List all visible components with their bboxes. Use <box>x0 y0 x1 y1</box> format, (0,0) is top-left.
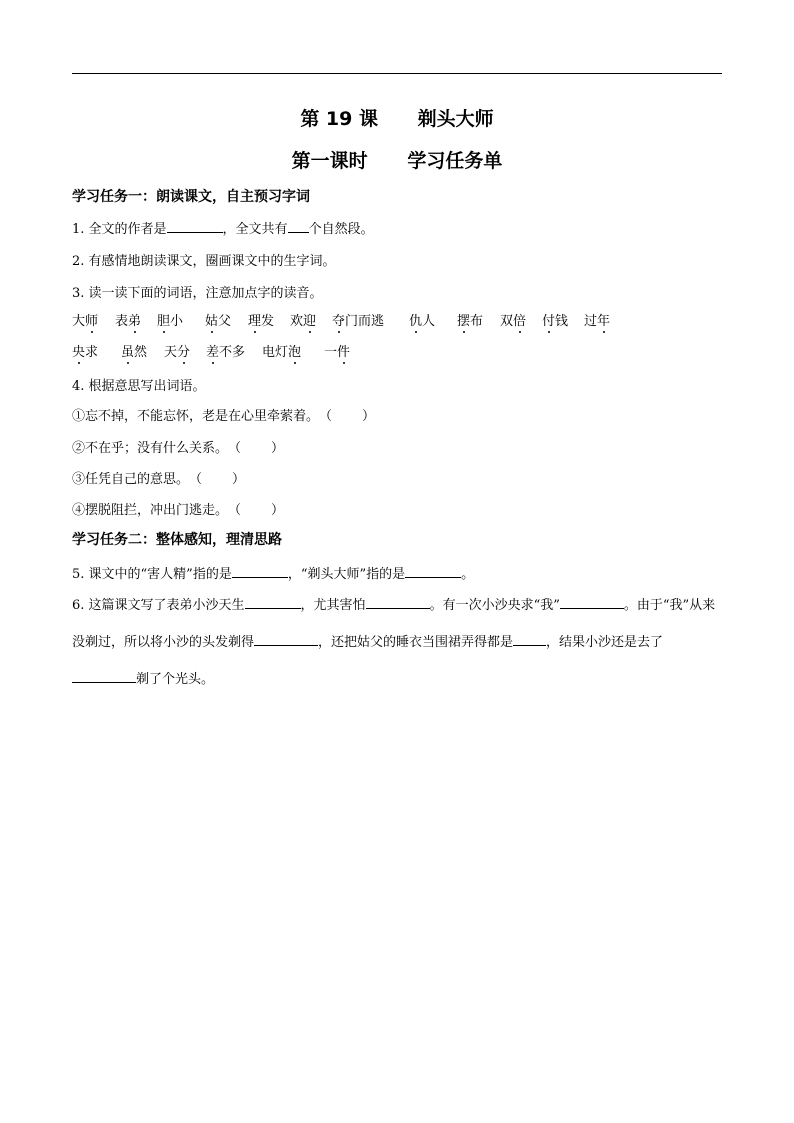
word-item: 摆布 <box>457 314 484 329</box>
harm-person-blank[interactable] <box>232 564 288 578</box>
word-item: 夺门而逃 <box>332 314 385 329</box>
paragraph-count-blank[interactable] <box>288 219 309 233</box>
word-item: 姑父 <box>205 314 232 329</box>
question-3: 3. 读一读下面的词语，注意加点字的读音。 <box>72 286 323 301</box>
word-item: 大师 <box>72 314 99 329</box>
task2-heading: 学习任务二：整体感知，理清思路 <box>72 532 282 548</box>
task1-heading: 学习任务一：朗读课文，自主预习字词 <box>72 189 310 205</box>
q4-item-2: ②不在乎；没有什么关系。（ ） <box>72 437 284 456</box>
word-item: 天分 <box>164 345 191 360</box>
word-item: 理发 <box>248 314 275 329</box>
word-item: 一件 <box>324 345 351 360</box>
word-item: 表弟 <box>115 314 142 329</box>
word-item: 付钱 <box>542 314 569 329</box>
word-item: 双倍 <box>500 314 527 329</box>
word-item: 仇人 <box>409 314 436 329</box>
question-5: 5. 课文中的“害人精”指的是 ，“剃头大师”指的是 。 <box>72 563 474 582</box>
answer-paren[interactable]: （ ） <box>319 409 376 424</box>
q4-item-3: ③任凭自己的意思。（ ） <box>72 468 245 487</box>
question-4: 4. 根据意思写出词语。 <box>72 379 206 394</box>
blank-6[interactable] <box>72 668 136 683</box>
header-rule <box>72 73 722 74</box>
author-blank[interactable] <box>167 219 223 233</box>
answer-paren[interactable]: （ ） <box>189 472 246 487</box>
lesson-subtitle: 第一课时 学习任务单 <box>291 150 503 172</box>
blank-3[interactable] <box>560 594 624 609</box>
word-item: 虽然 <box>121 345 148 360</box>
word-item: 央求 <box>72 345 99 360</box>
word-item: 过年 <box>584 314 611 329</box>
blank-4[interactable] <box>254 631 318 646</box>
blank-2[interactable] <box>366 594 430 609</box>
word-item: 胆小 <box>157 314 184 329</box>
word-item: 电灯泡 <box>262 345 302 360</box>
answer-paren[interactable]: （ ） <box>228 503 285 518</box>
word-item: 差不多 <box>206 345 246 360</box>
q4-item-1: ①忘不掉，不能忘怀，老是在心里牵萦着。（ ） <box>72 405 375 424</box>
blank-5[interactable] <box>513 631 546 646</box>
q4-item-4: ④摆脱阻拦，冲出门逃走。（ ） <box>72 499 284 518</box>
word-item: 欢迎 <box>290 314 317 329</box>
lesson-title: 第 19 课 剃头大师 <box>300 108 494 130</box>
question-6: 6. 这篇课文写了表弟小沙天生 ，尤其害怕 。有一次小沙央求“我” 。由于“我”从来没剃过，所以将小沙的头发剃得 ，还把姑父的睡衣当围裙弄得都是 ，结果小沙还是去了剃了个光头。 <box>72 587 722 698</box>
barber-master-blank[interactable] <box>405 564 461 578</box>
answer-paren[interactable]: （ ） <box>228 441 285 456</box>
question-1: 1. 全文的作者是 ，全文共有 个自然段。 <box>72 218 374 237</box>
question-2: 2. 有感情地朗读课文，圈画课文中的生字词。 <box>72 254 336 269</box>
blank-1[interactable] <box>245 594 301 609</box>
